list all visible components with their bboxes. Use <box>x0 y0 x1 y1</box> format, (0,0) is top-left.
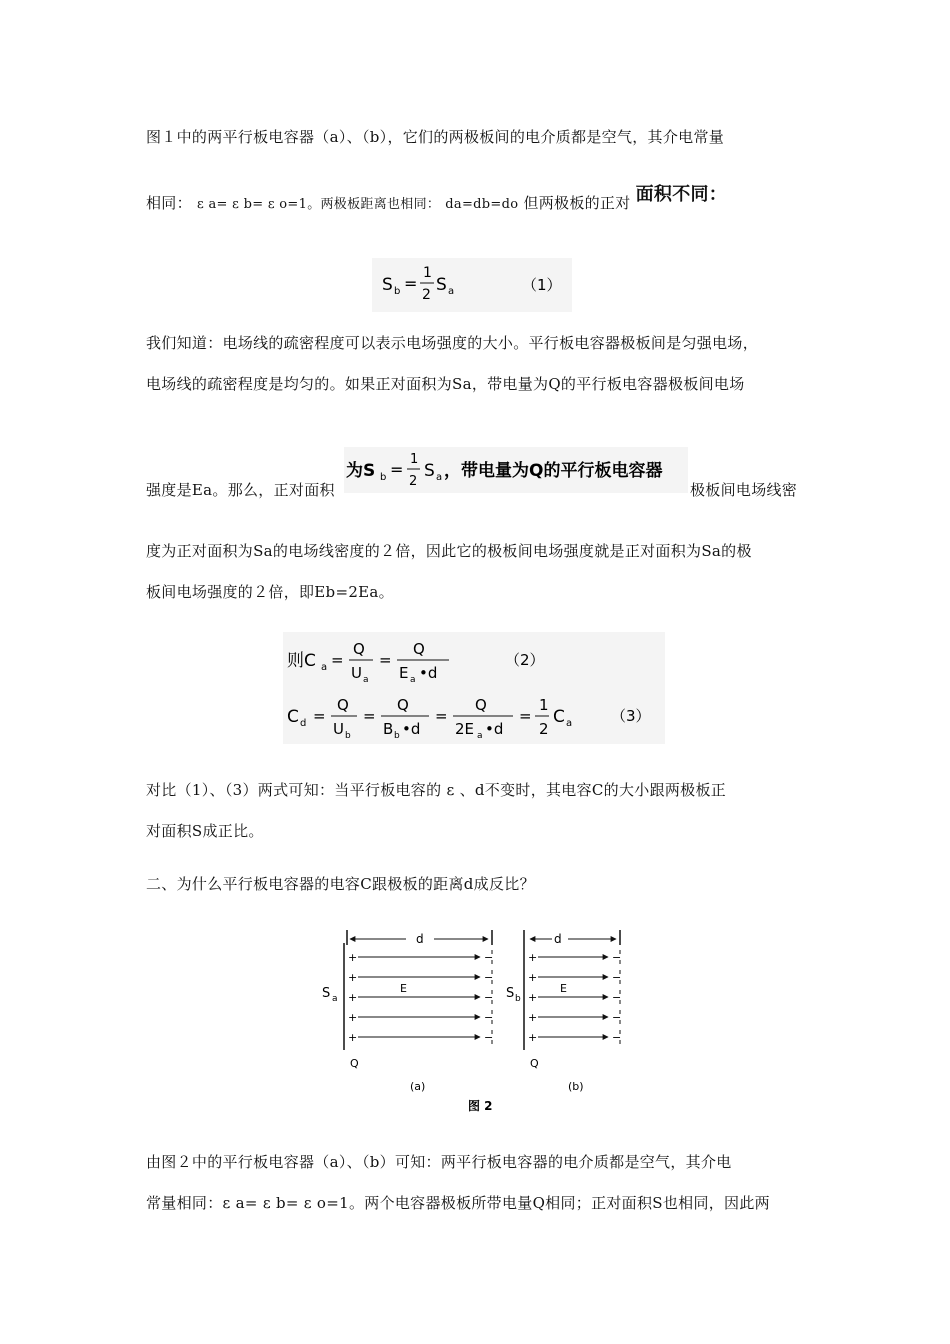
eq2-f2-den-sub: a <box>410 675 416 685</box>
figure-2-svg <box>310 925 640 1120</box>
figure-title: 图 2 <box>468 1099 493 1113</box>
inline-eq-suffix: ，带电量为Q的平行板电容器 <box>444 461 663 481</box>
eq3-f3-den-rest: •d <box>485 720 504 738</box>
eq2-tag: （2） <box>505 651 545 669</box>
eq2-f2-num: Q <box>413 640 425 658</box>
a-minus-charge: − <box>484 971 494 984</box>
eq1-rhs-sub: a <box>448 286 455 297</box>
inline-eq-sub: b <box>380 472 387 483</box>
b-plus-charge: + <box>528 971 538 984</box>
dim-a-label: d <box>416 932 424 946</box>
equation-1-svg <box>372 258 572 312</box>
field-lines-b <box>528 951 621 1044</box>
a-plus-charge: + <box>348 1031 358 1044</box>
figure-2 <box>310 925 640 1120</box>
eq3-f2-num: Q <box>397 696 409 714</box>
paragraph-1-line-2 <box>146 184 728 215</box>
eq3-equals-3: = <box>435 707 448 725</box>
sb-label: S <box>506 986 515 1001</box>
a-plus-charge: + <box>348 991 358 1004</box>
paragraph-2-line-5: 板间电场强度的２倍，即Eb=2Ea。 <box>146 583 394 601</box>
eq2-f2-den: E <box>399 664 409 682</box>
sa-label: S <box>322 986 331 1001</box>
eq1-tag: （1） <box>522 276 562 294</box>
b-plus-charge: + <box>528 1031 538 1044</box>
inline-eq-prefix: 为S <box>346 461 376 481</box>
b-minus-charge: − <box>612 971 622 984</box>
dim-b-label: d <box>554 932 562 946</box>
text-segment: 但两极板的正对 <box>523 194 631 212</box>
paragraph-3-line-1: 对比（1）、（3）两式可知：当平行板电容的 ε 、d不变时，其电容C的大小跟两极板正 <box>146 781 727 799</box>
field-lines-a <box>348 951 493 1044</box>
inline-eq-s: S <box>424 461 435 481</box>
eq2-f1-den-sub: a <box>363 675 369 685</box>
eq3-f3-den-sub: a <box>477 731 483 741</box>
eq3-rhs: C <box>553 707 565 727</box>
eq2-c-sub: a <box>321 662 328 673</box>
a-minus-charge: − <box>484 951 494 964</box>
caption-b: (b) <box>568 1080 584 1093</box>
sb-sub: b <box>515 994 521 1004</box>
b-minus-charge: − <box>612 1011 622 1024</box>
eq2-equals-1: = <box>331 651 344 669</box>
equation-block-svg <box>283 632 665 744</box>
eq3-f4-den: 2 <box>539 720 549 738</box>
b-minus-charge: − <box>612 991 622 1004</box>
paragraph-2-line-3-end: 极板间电场线密 <box>690 481 798 499</box>
inline-eq-den: 2 <box>409 474 418 489</box>
a-plus-charge: + <box>348 951 358 964</box>
eq3-equals-4: = <box>519 707 532 725</box>
paragraph-3-line-2: 对面积S成正比。 <box>146 822 264 840</box>
eq2-equals-2: = <box>379 651 392 669</box>
caption-a: (a) <box>410 1080 426 1093</box>
eq3-equals-2: = <box>363 707 376 725</box>
b-plus-charge: + <box>528 991 538 1004</box>
inline-eq-num: 1 <box>410 452 419 467</box>
eq1-numerator: 1 <box>423 265 432 281</box>
section-heading-2: 二、为什么平行板电容器的电容C跟极板的距离d成反比？ <box>146 875 535 893</box>
text-segment: 相同： <box>146 194 192 212</box>
paragraph-4-line-1: 由图２中的平行板电容器（a）、（b）可知：两平行板电容器的电介质都是空气，其介电 <box>146 1153 732 1171</box>
a-minus-charge: − <box>484 991 494 1004</box>
eq2-prefix: 则C <box>287 651 316 671</box>
inline-eq-s-sub: a <box>436 472 443 483</box>
eq3-f2-den-rest: •d <box>402 720 421 738</box>
field-label-b: E <box>560 982 567 995</box>
field-label-a: E <box>400 982 407 995</box>
inline-equation-svg <box>344 447 688 493</box>
charge-label-a: Q <box>350 1057 359 1070</box>
eq3-rhs-sub: a <box>566 718 573 729</box>
distance-equation: da=db=do <box>445 197 519 212</box>
eq3-lhs-sub: d <box>300 718 307 729</box>
a-minus-charge: − <box>484 1011 494 1024</box>
eq2-f2-den-rest: •d <box>419 664 438 682</box>
eq3-f1-den-sub: b <box>345 731 351 741</box>
eq3-f1-num: Q <box>337 696 349 714</box>
paragraph-2-line-4: 度为正对面积为Sa的电场线密度的２倍，因此它的极板间电场强度就是正对面积为Sa的极 <box>146 542 752 560</box>
eq1-denominator: 2 <box>422 287 431 303</box>
b-minus-charge: − <box>612 951 622 964</box>
a-plus-charge: + <box>348 971 358 984</box>
eq3-lhs: C <box>287 707 299 727</box>
equation-1 <box>372 258 572 312</box>
equation-block-2-3 <box>283 632 665 744</box>
eq1-equals: = <box>404 274 418 293</box>
eq1-lhs: S <box>382 275 393 295</box>
eq1-rhs: S <box>436 275 447 295</box>
eq3-f4-num: 1 <box>539 696 549 714</box>
inline-equation <box>344 447 688 493</box>
eq3-equals-1: = <box>313 707 326 725</box>
b-plus-charge: + <box>528 1011 538 1024</box>
eq3-f1-den: U <box>333 720 344 738</box>
b-minus-charge: − <box>612 1031 622 1044</box>
eq1-lhs-sub: b <box>394 286 401 297</box>
eq2-f1-num: Q <box>353 640 365 658</box>
paragraph-2-line-1: 我们知道：电场线的疏密程度可以表示电场强度的大小。平行板电容器极板间是匀强电场， <box>146 334 759 352</box>
paragraph-2-line-3-start: 强度是Ea。那么，正对面积 <box>146 481 335 499</box>
sa-sub: a <box>332 994 338 1004</box>
eq3-tag: （3） <box>611 707 651 725</box>
b-plus-charge: + <box>528 951 538 964</box>
eq3-f3-den: 2E <box>455 720 475 738</box>
eq3-f2-den-sub: b <box>394 731 400 741</box>
paragraph-1-line-1: 图１中的两平行板电容器（a）、（b），它们的两极板间的电介质都是空气，其介电常量 <box>146 128 725 146</box>
emphasis-text: 面积不同： <box>635 184 728 205</box>
inline-eq-equals: = <box>390 460 404 479</box>
eq2-f1-den: U <box>351 664 362 682</box>
a-plus-charge: + <box>348 1011 358 1024</box>
epsilon-equation: ε a= ε b= ε o=1。两极板距离也相同： <box>196 197 441 212</box>
charge-label-b: Q <box>530 1057 539 1070</box>
eq3-f2-den: B <box>383 720 394 738</box>
paragraph-2-line-2: 电场线的疏密程度是均匀的。如果正对面积为Sa，带电量为Q的平行板电容器极板间电场 <box>146 375 745 393</box>
a-minus-charge: − <box>484 1031 494 1044</box>
eq3-f3-num: Q <box>475 696 487 714</box>
paragraph-4-line-2: 常量相同：ε a= ε b= ε o=1。两个电容器极板所带电量Q相同；正对面积S也相同，因此两 <box>146 1194 770 1212</box>
